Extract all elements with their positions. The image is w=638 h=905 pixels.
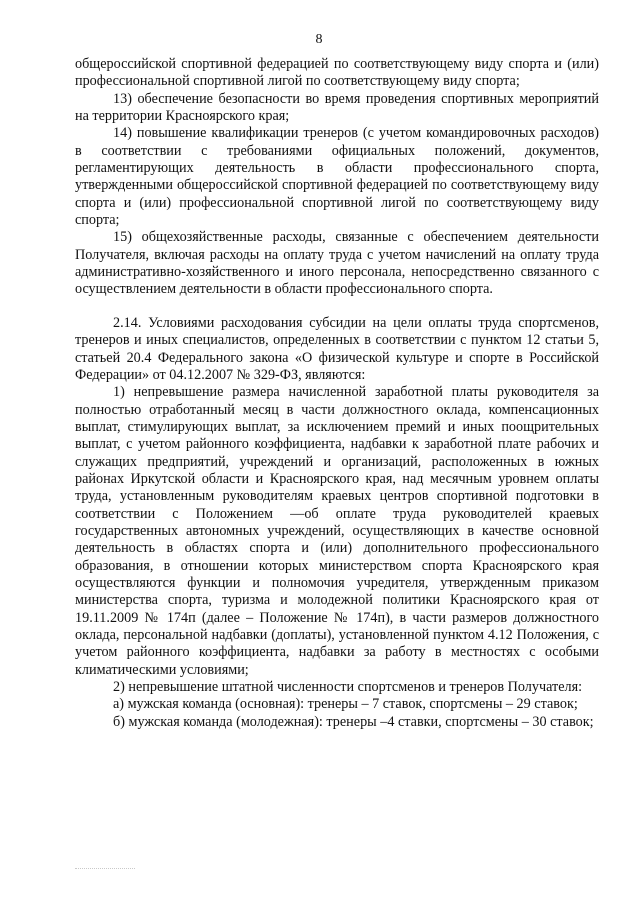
list-item-15: 15) общехозяйственные расходы, связанные с обеспечением деятельности Получателя, включая расходы на оплату труда с учетом начислений на оплату труда административно-хозяйственного и иного персонала, непосредственно связанного с осуществлением деятельности в области профессионального спорта. — [75, 229, 599, 298]
footer-dotted-mark — [75, 868, 135, 870]
condition-1: 1) непревышение размера начисленной заработной платы руководителя за полностью отработанный месяц в части должностного оклада, компенсационных выплат, стимулирующих выплат, за исключением премий и иных поощрительных выплат, с учетом районного коэффициента, надбавки к заработной плате рабочих и служащих предприятий, учреждений и организаций, расположенных в южных районах Иркутской области и Красноярского края, над месячным уровнем оплаты труда, установленным руководителям краевых центров спортивной подготовки в соответствии с Положением —об оплате труда руководителей краевых государственных автономных учреждений, осуществляющих в качестве основной деятельность в областях спорта и (или) дополнительного профессионального образования, в отношении которых министерством спорта Красноярского края осуществляются функции и полномочия учредителя, утвержденным приказом министерства спорта, туризма и молодежной политики Красноярского края от 19.11.2009 № 174п (далее – Положение № 174п), в части размеров должностного оклада, персональной надбавки (доплаты), установленной пунктом 4.12 Положения, с учетом районного коэффициента, надбавки за работу в местностях с особыми климатическими условиями; — [75, 384, 599, 678]
list-item-14: 14) повышение квалификации тренеров (с учетом командировочных расходов) в соответствии с требованиями официальных положений, документов, регламентирующих деятельность в области профессионального спорта, утвержденными общероссийской спортивной федерацией по соответствующему виду спорта и (или) профессиональной спортивной лигой по соответствующему виду спорта; — [75, 125, 599, 229]
paragraph-continuation: общероссийской спортивной федерацией по соответствующему виду спорта и (или) профессиональной спортивной лигой по соответствующему виду спорта; — [75, 56, 599, 90]
document-body — [75, 56, 599, 731]
condition-2b: б) мужская команда (молодежная): тренеры –4 ставки, спортсмены – 30 ставок; — [113, 713, 594, 730]
condition-2: 2) непревышение штатной численности спортсменов и тренеров Получателя: — [113, 679, 583, 696]
list-item-13: 13) обеспечение безопасности во время проведения спортивных мероприятий на территории Красноярского края; — [75, 90, 599, 125]
section-gap — [75, 299, 599, 315]
page-number: 8 — [315, 32, 323, 47]
section-2-14: 2.14. Условиями расходования субсидии на цели оплаты труда спортсменов, тренеров и иных специалистов, определенных в соответствии с пунктом 12 статьи 5, статьей 20.4 Федерального закона «О физической культуре и спорте в Российской Федерации» от 04.12.2007 № 329-ФЗ, являются: — [75, 314, 599, 383]
condition-2a: а) мужская команда (основная): тренеры – 7 ставок, спортсмены – 29 ставок; — [113, 696, 578, 713]
